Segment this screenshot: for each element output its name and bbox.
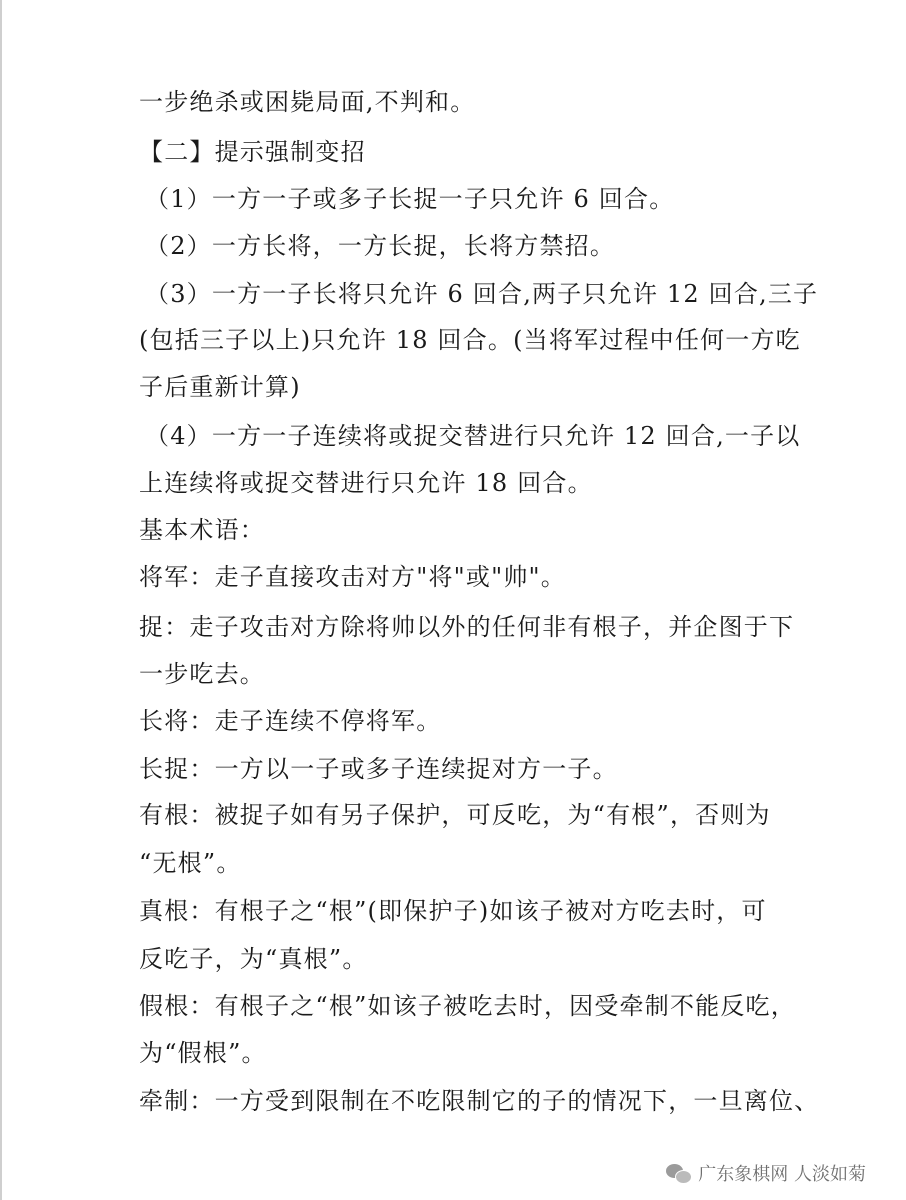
watermark-text: 广东象棋网 人淡如菊 <box>698 1164 866 1185</box>
term-definition: 真根：有根子之“根”(即保护子)如该子被对方吃去时，可 <box>139 897 767 925</box>
text-line: (包括三子以上)只允许 18 回合。(当将军过程中任何一方吃 <box>139 326 801 354</box>
term-definition: 有根：被捉子如有另子保护，可反吃，为“有根”，否则为 <box>139 801 771 829</box>
text-line: 一步绝杀或困毙局面,不判和。 <box>139 88 476 116</box>
text-line: 上连续将或捉交替进行只允许 18 回合。 <box>139 469 593 497</box>
text-line: （2）一方长将，一方长捉，长将方禁招。 <box>145 232 616 260</box>
text-line: “无根”。 <box>139 849 242 877</box>
section-heading: 基本术语： <box>139 516 265 544</box>
text-line: （3）一方一子长将只允许 6 回合,两子只允许 12 回合,三子 <box>145 280 819 308</box>
term-definition: 牵制：一方受到限制在不吃限制它的子的情况下，一旦离位、 <box>139 1087 820 1115</box>
term-definition: 假根：有根子之“根”如该子被吃去时，因受牵制不能反吃， <box>139 992 796 1020</box>
text-line: 为“假根”。 <box>139 1039 267 1067</box>
term-definition: 将军：走子直接攻击对方"将"或"帅"。 <box>139 563 566 591</box>
watermark <box>666 1158 866 1188</box>
text-line: （1）一方一子或多子长捉一子只允许 6 回合。 <box>145 185 675 213</box>
text-line: （4）一方一子连续将或捉交替进行只允许 12 回合,一子以 <box>145 422 801 450</box>
section-heading: 【二】提示强制变招 <box>139 138 366 166</box>
text-line: 反吃子，为“真根”。 <box>139 945 368 973</box>
term-definition: 长捉：一方以一子或多子连续捉对方一子。 <box>139 755 618 783</box>
term-definition: 长将：走子连续不停将军。 <box>139 707 442 735</box>
text-line: 一步吃去。 <box>139 660 265 688</box>
text-line: 子后重新计算) <box>139 373 301 401</box>
term-definition: 捉：走子攻击对方除将帅以外的任何非有根子，并企图于下 <box>139 613 795 641</box>
wechat-icon <box>666 1162 692 1184</box>
